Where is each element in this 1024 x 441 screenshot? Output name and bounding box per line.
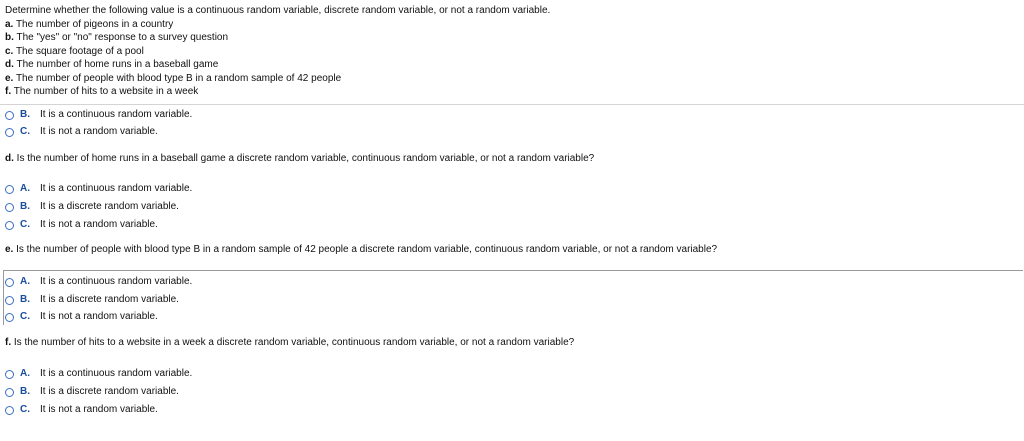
radio-button-icon[interactable] bbox=[5, 388, 14, 397]
part-d-option-b[interactable]: B. It is a discrete random variable. bbox=[5, 199, 179, 215]
part-c-option-b[interactable]: B. It is a continuous random variable. bbox=[5, 107, 192, 123]
radio-button-icon[interactable] bbox=[5, 185, 14, 194]
part-d-option-c[interactable]: C. It is not a random variable. bbox=[5, 217, 158, 233]
intro-title: Determine whether the following value is a continuous random variable, discrete random variable, or not a random variable. bbox=[5, 5, 551, 16]
question-intro bbox=[5, 4, 1020, 99]
radio-button-icon[interactable] bbox=[5, 370, 14, 379]
intro-item-b: b. The "yes" or "no" response to a survey question bbox=[5, 32, 229, 43]
part-f-question: f. Is the number of hits to a website in a week a discrete random variable, continuous random variable, or not a random variable? bbox=[5, 337, 575, 348]
part-d-question: d. Is the number of home runs in a baseball game a discrete random variable, continuous random variable, or not a random variable? bbox=[5, 153, 595, 164]
divider bbox=[0, 104, 1024, 105]
part-f-option-b[interactable]: B. It is a discrete random variable. bbox=[5, 384, 179, 400]
intro-item-c: c. The square footage of a pool bbox=[5, 45, 144, 57]
radio-button-icon[interactable] bbox=[5, 296, 14, 305]
part-e-question: e. Is the number of people with blood type B in a random sample of 42 people a discrete random variable, continuous random variable, or not a random variable? bbox=[5, 244, 718, 255]
radio-button-icon[interactable] bbox=[5, 406, 14, 415]
part-f-option-a[interactable]: A. It is a continuous random variable. bbox=[5, 366, 192, 382]
intro-item-d: d. The number of home runs in a baseball game bbox=[5, 59, 219, 70]
radio-button-icon[interactable] bbox=[5, 111, 14, 120]
radio-button-icon[interactable] bbox=[5, 221, 14, 230]
part-e-option-a[interactable]: A. It is a continuous random variable. bbox=[5, 274, 192, 290]
radio-button-icon[interactable] bbox=[5, 313, 14, 322]
intro-item-e: e. The number of people with blood type B in a random sample of 42 people bbox=[5, 72, 342, 84]
part-f-option-c[interactable]: C. It is not a random variable. bbox=[5, 402, 158, 418]
radio-button-icon[interactable] bbox=[5, 128, 14, 137]
part-e-option-c[interactable]: C. It is not a random variable. bbox=[5, 309, 158, 325]
part-e-option-b[interactable]: B. It is a discrete random variable. bbox=[5, 292, 179, 308]
radio-button-icon[interactable] bbox=[5, 278, 14, 287]
part-d-option-a[interactable]: A. It is a continuous random variable. bbox=[5, 181, 192, 197]
intro-item-a: a. The number of pigeons in a country bbox=[5, 18, 174, 30]
intro-item-f: f. The number of hits to a website in a week bbox=[5, 86, 199, 97]
part-c-option-c[interactable]: C. It is not a random variable. bbox=[5, 124, 158, 140]
radio-button-icon[interactable] bbox=[5, 203, 14, 212]
